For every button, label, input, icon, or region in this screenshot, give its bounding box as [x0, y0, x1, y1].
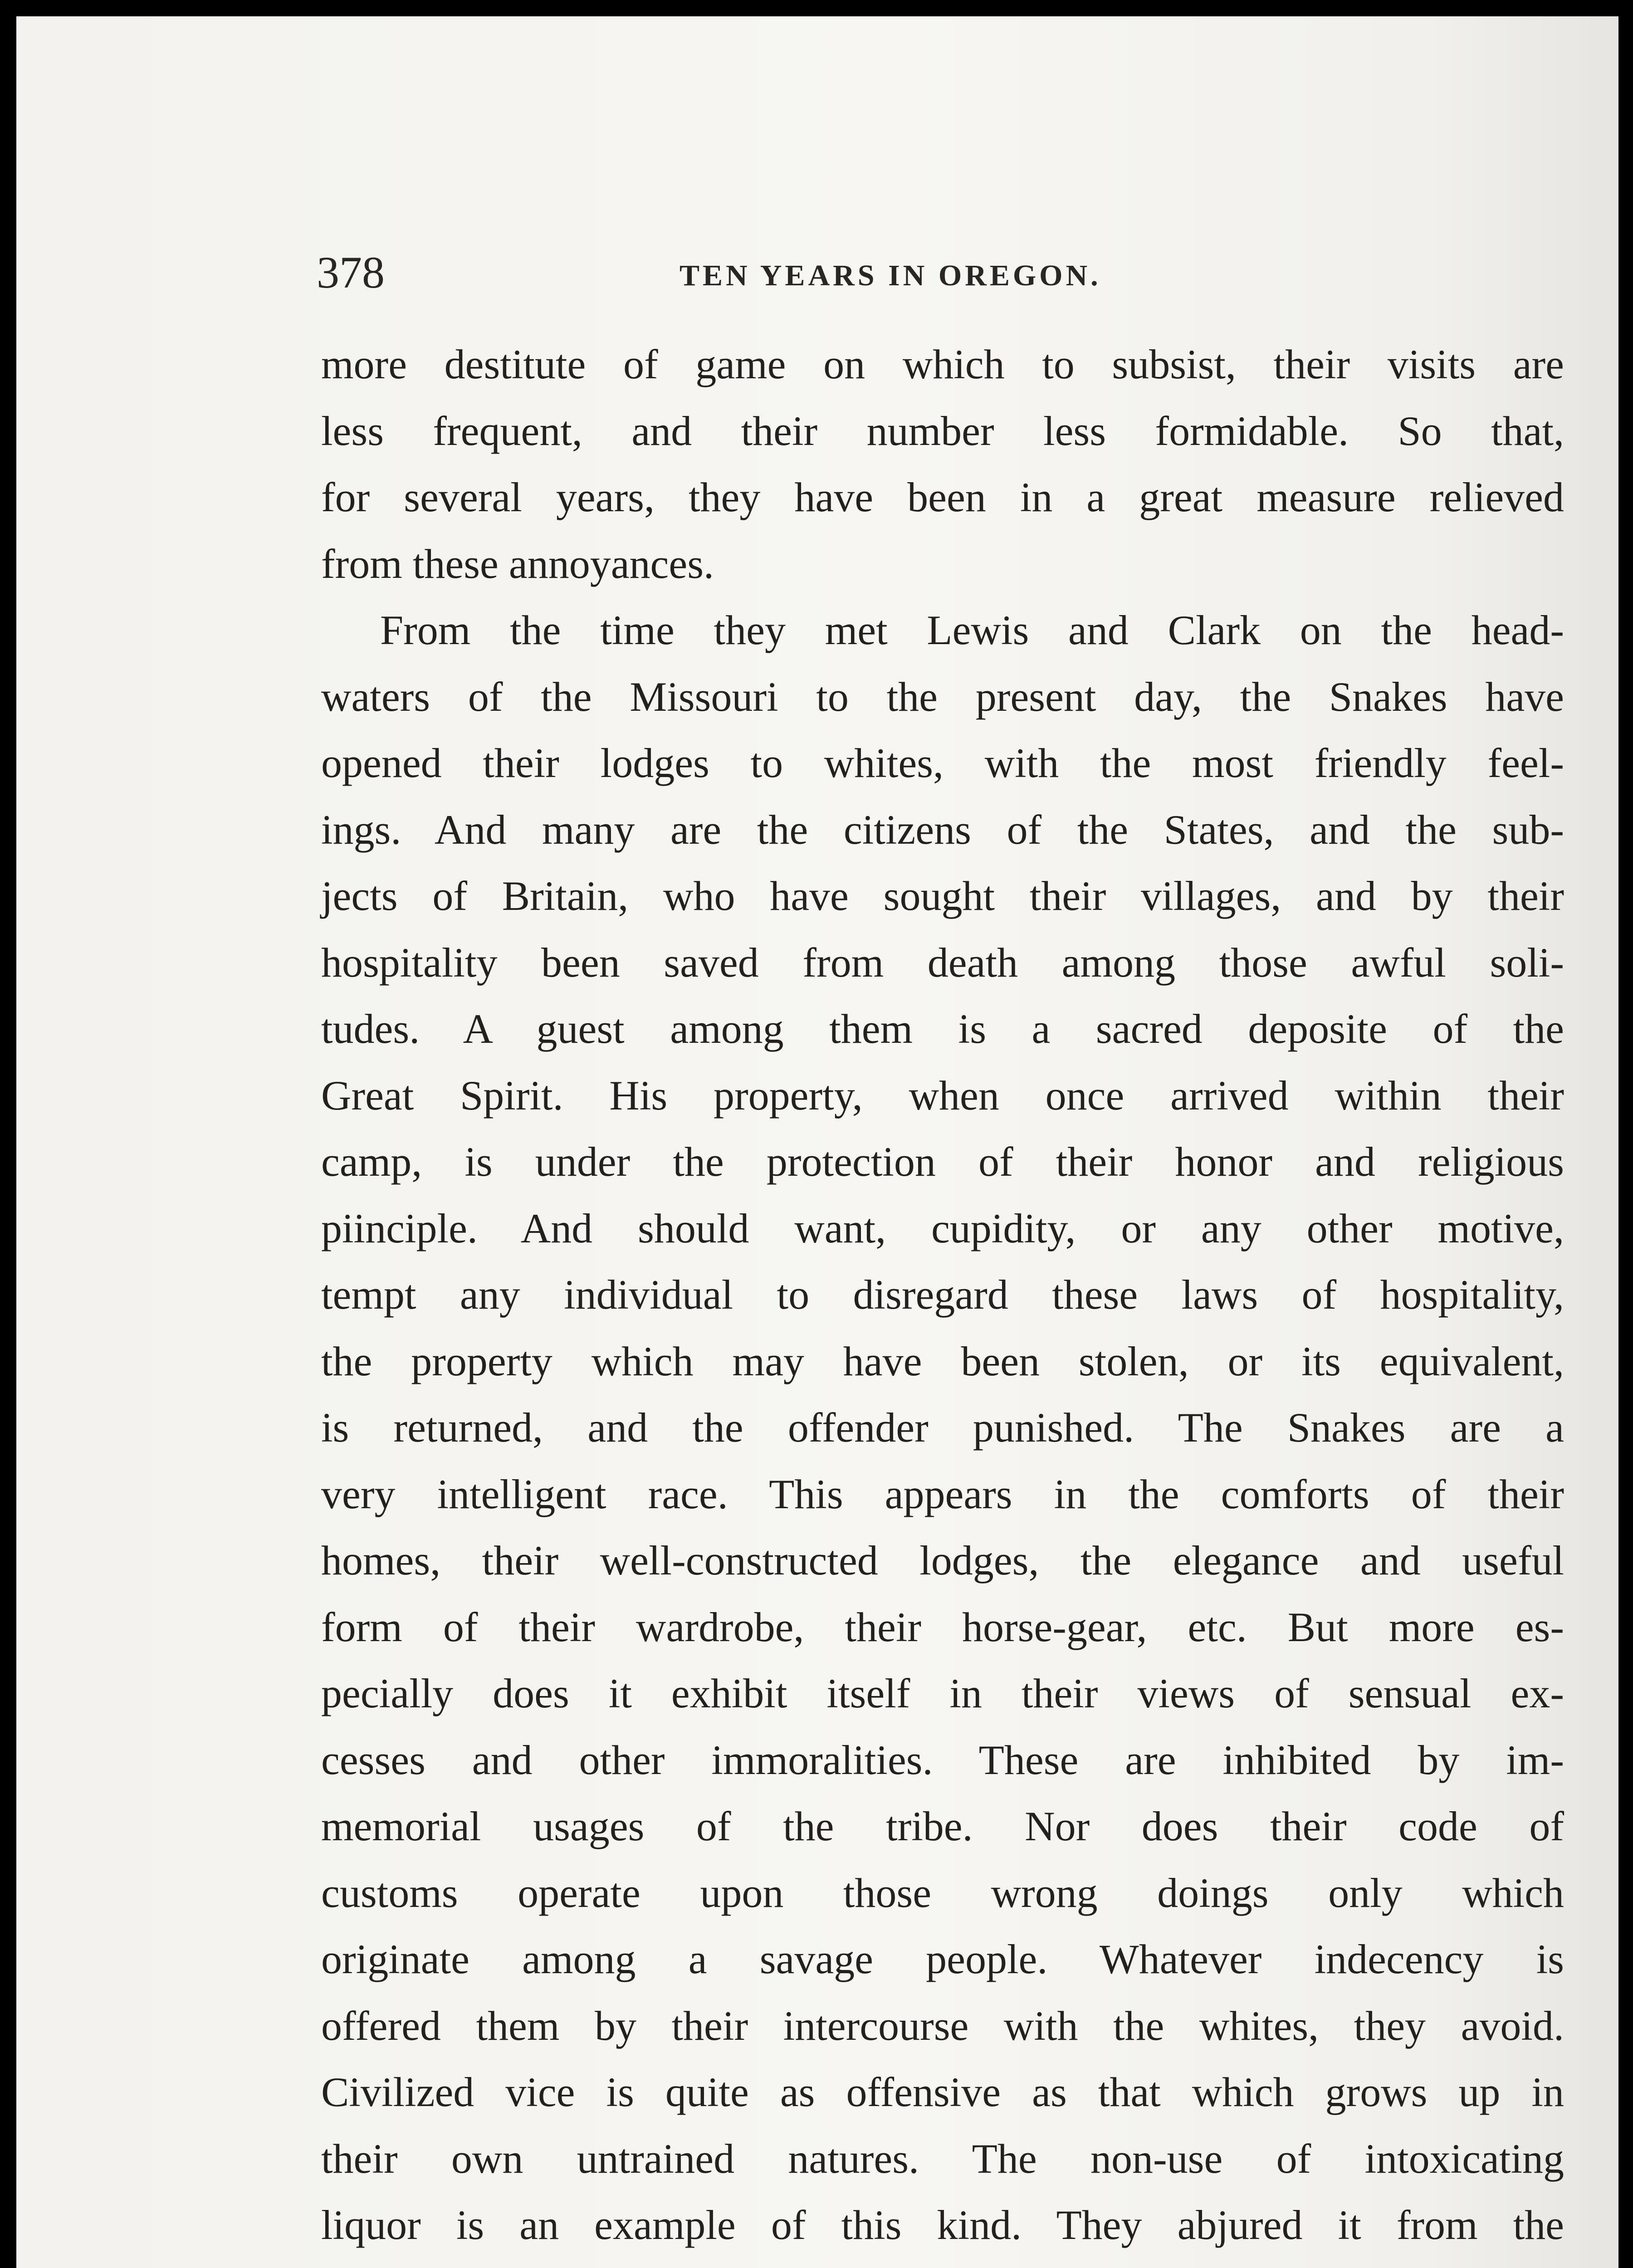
text-line: tempt any individual to disregard these laws of hospitality,: [321, 1271, 1564, 1318]
text-line: more destitute of game on which to subsist, their visits are: [321, 341, 1564, 387]
text-line: form of their wardrobe, their horse-gear, etc. But more es-: [321, 1603, 1564, 1650]
text-line: homes, their well-constructed lodges, the elegance and useful: [321, 1537, 1564, 1584]
text-line: for several years, they have been in a great measure relieved: [321, 474, 1564, 520]
text-line: memorial usages of the tribe. Nor does their code of: [321, 1803, 1564, 1849]
page-number: 378: [317, 247, 385, 298]
text-line: their own untrained natures. The non-use of intoxicating: [321, 2135, 1564, 2182]
page-header: [317, 243, 1573, 316]
text-line: From the time they met Lewis and Clark on the head-: [380, 607, 1564, 653]
text-line: hospitality been saved from death among those awful soli-: [321, 939, 1564, 986]
text-line: offered them by their intercourse with the whites, they avoid.: [321, 2002, 1564, 2049]
text-line: [321, 2258, 1564, 2268]
text-line: jects of Britain, who have sought their villages, and by their: [321, 873, 1564, 919]
text-line: liquor is an example of this kind. They abjured it from the: [321, 2202, 1564, 2248]
text-line: camp, is under the protection of their honor and religious: [321, 1139, 1564, 1185]
text-line: piinciple. And should want, cupidity, or any other motive,: [321, 1205, 1564, 1251]
text-line: is returned, and the offender punished. The Snakes are a: [321, 1404, 1564, 1451]
text-line: less frequent, and their number less formidable. So that,: [321, 407, 1564, 454]
text-line: cesses and other immoralities. These are inhibited by im-: [321, 1736, 1564, 1783]
text-line: Civilized vice is quite as offensive as that which grows up in: [321, 2069, 1564, 2115]
book-page: [16, 16, 1618, 2268]
body-text: [321, 331, 1564, 2268]
running-title: TEN YEARS IN OREGON.: [680, 259, 1101, 292]
text-line: very intelligent race. This appears in the comforts of their: [321, 1471, 1564, 1517]
text-line: the property which may have been stolen, or its equivalent,: [321, 1338, 1564, 1384]
text-line: tudes. A guest among them is a sacred deposite of the: [321, 1006, 1564, 1052]
text-line: ings. And many are the citizens of the States, and the sub-: [321, 806, 1564, 853]
text-line: from these annoyances.: [321, 540, 714, 587]
text-line: opened their lodges to whites, with the most friendly feel-: [321, 740, 1564, 786]
text-line: waters of the Missouri to the present day, the Snakes have: [321, 673, 1564, 720]
text-line: customs operate upon those wrong doings only which: [321, 1869, 1564, 1916]
text-line: pecially does it exhibit itself in their views of sensual ex-: [321, 1670, 1564, 1716]
text-line: Great Spirit. His property, when once arrived within their: [321, 1072, 1564, 1119]
text-line: originate among a savage people. Whatever indecency is: [321, 1936, 1564, 1982]
